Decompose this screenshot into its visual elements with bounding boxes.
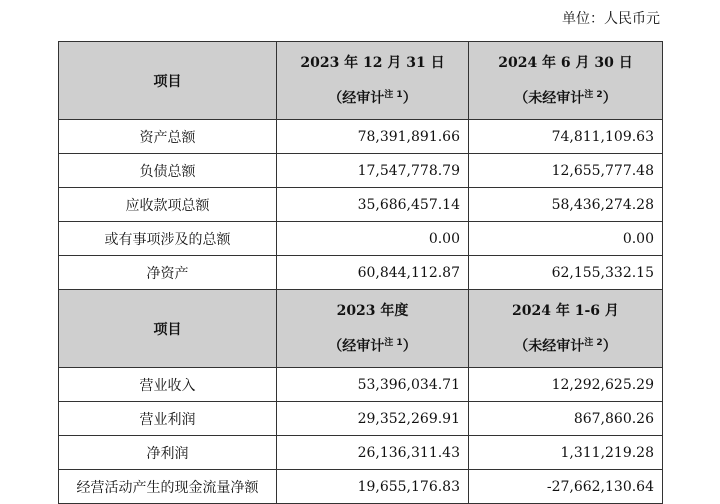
cell-value: 62,155,332.15 [469,256,663,290]
financial-table [58,41,663,504]
cell-value: 35,686,457.14 [277,188,469,222]
cell-value: 0.00 [277,222,469,256]
row-label: 营业收入 [59,368,277,402]
row-label: 或有事项涉及的总额 [59,222,277,256]
footnote-marker: 注 2 [584,89,603,100]
cell-value: -27,662,130.64 [469,470,663,504]
row-label: 营业利润 [59,402,277,436]
header-col-2023-12-31 [277,42,469,120]
footnote-marker: 注 1 [384,89,403,100]
cell-value: 60,844,112.87 [277,256,469,290]
table-row [59,436,663,470]
header-date: 2023 年 12 月 31 日 [300,54,445,71]
header-date: 2024 年 6 月 30 日 [498,54,633,71]
footnote-marker: 注 2 [584,337,603,348]
table-row [59,154,663,188]
unit-label: 单位：人民币元 [562,11,660,27]
cell-value: 19,655,176.83 [277,470,469,504]
row-label: 负债总额 [59,154,277,188]
cell-value: 78,391,891.66 [277,120,469,154]
header-audit-status: （未经审计$^{注 2}$） [514,89,617,107]
cell-value: 12,655,777.48 [469,154,663,188]
income-header-row [59,290,663,368]
header-audit-status: （经审计$^{注 1}$） [328,337,417,355]
header-col-2023 [277,290,469,368]
header-audit-status: （经审计$^{注 1}$） [328,89,417,107]
row-label: 经营活动产生的现金流量净额 [59,470,277,504]
cell-value: 0.00 [469,222,663,256]
table-row [59,222,663,256]
table-row [59,256,663,290]
header-period: 2024 年 1-6 月 [512,302,619,319]
header-audit-status: （未经审计$^{注 2}$） [514,337,617,355]
header-col-2024-h1 [469,290,663,368]
header-item: 项目 [59,290,277,368]
row-label: 应收款项总额 [59,188,277,222]
cell-value: 74,811,109.63 [469,120,663,154]
table-row [59,402,663,436]
row-label: 净资产 [59,256,277,290]
cell-value: 867,860.26 [469,402,663,436]
table-row [59,470,663,504]
cell-value: 53,396,034.71 [277,368,469,402]
footnote-marker: 注 1 [384,337,403,348]
table-row [59,368,663,402]
cell-value: 12,292,625.29 [469,368,663,402]
balance-header-row [59,42,663,120]
cell-value: 26,136,311.43 [277,436,469,470]
row-label: 净利润 [59,436,277,470]
cell-value: 29,352,269.91 [277,402,469,436]
header-period: 2023 年度 [336,302,409,319]
cell-value: 17,547,778.79 [277,154,469,188]
table-row [59,188,663,222]
cell-value: 58,436,274.28 [469,188,663,222]
cell-value: 1,311,219.28 [469,436,663,470]
table-row [59,120,663,154]
header-item: 项目 [59,42,277,120]
row-label: 资产总额 [59,120,277,154]
header-col-2024-06-30 [469,42,663,120]
